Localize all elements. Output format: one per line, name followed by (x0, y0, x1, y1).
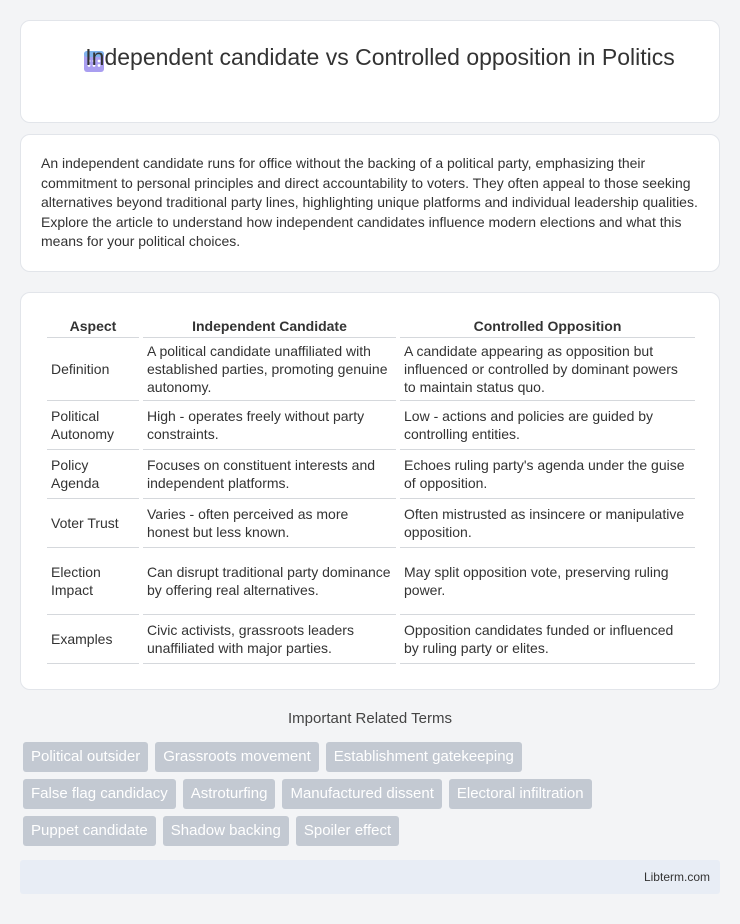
tag-puppet-candidate[interactable]: Puppet candidate (23, 816, 156, 846)
cell-independent: Civic activists, grassroots leaders unaffiliated with major parties. (143, 615, 396, 664)
tag-row (23, 742, 723, 772)
related-terms-list (23, 742, 723, 853)
cell-aspect: Definition (47, 338, 139, 401)
cell-independent: Varies - often perceived as more honest but less known. (143, 499, 396, 548)
tag-grassroots-movement[interactable]: Grassroots movement (155, 742, 319, 772)
header-card (20, 20, 720, 123)
cell-independent: High - operates freely without party constraints. (143, 401, 396, 450)
cell-controlled: Opposition candidates funded or influenced by ruling party or elites. (400, 615, 695, 664)
related-terms-title: Important Related Terms (288, 710, 452, 727)
cell-aspect: Political Autonomy (47, 401, 139, 450)
tag-row (23, 779, 723, 809)
table-row (47, 450, 695, 499)
cell-independent: Can disrupt traditional party dominance by offering real alternatives. (143, 548, 396, 615)
comparison-card (20, 292, 720, 690)
comparison-table (43, 313, 699, 664)
tag-electoral-infiltration[interactable]: Electoral infiltration (449, 779, 592, 809)
cell-controlled: A candidate appearing as opposition but influenced or controlled by dominant powers to maintain status quo. (400, 338, 695, 401)
table-row (47, 548, 695, 615)
tag-establishment-gatekeeping[interactable]: Establishment gatekeeping (326, 742, 522, 772)
cell-controlled: Echoes ruling party's agenda under the guise of opposition. (400, 450, 695, 499)
cell-aspect: Election Impact (47, 548, 139, 615)
table-row (47, 499, 695, 548)
cell-independent: Focuses on constituent interests and independent platforms. (143, 450, 396, 499)
intro-card (20, 134, 720, 272)
page-title: Independent candidate vs Controlled opposition in Politics (85, 44, 675, 70)
table-row (47, 338, 695, 401)
intro-text: An independent candidate runs for office without the backing of a political party, emphasizing their commitment to personal principles and direct accountability to voters. They often appeal to those seeking alternatives beyond traditional party lines, highlighting unique platforms and individual leadership qualities. Explore the article to understand how independent candidates influence modern elections and what this means for your political choices. (41, 155, 698, 250)
table-row (47, 401, 695, 450)
footer-site-link[interactable]: Libterm.com (643, 870, 710, 884)
header-aspect: Aspect (47, 313, 139, 338)
tag-spoiler-effect[interactable]: Spoiler effect (296, 816, 399, 846)
cell-aspect: Policy Agenda (47, 450, 139, 499)
tag-row (23, 816, 723, 846)
tag-false-flag-candidacy[interactable]: False flag candidacy (23, 779, 176, 809)
tag-astroturfing[interactable]: Astroturfing (183, 779, 276, 809)
cell-controlled: Often mistrusted as insincere or manipulative opposition. (400, 499, 695, 548)
header-controlled: Controlled Opposition (400, 313, 695, 338)
cell-aspect: Examples (47, 615, 139, 664)
tag-shadow-backing[interactable]: Shadow backing (163, 816, 289, 846)
table-row (47, 615, 695, 664)
footer (20, 860, 720, 894)
header-independent: Independent Candidate (143, 313, 396, 338)
cell-independent: A political candidate unaffiliated with established parties, promoting genuine autonomy. (143, 338, 396, 401)
tag-manufactured-dissent[interactable]: Manufactured dissent (282, 779, 441, 809)
cell-controlled: Low - actions and policies are guided by controlling entities. (400, 401, 695, 450)
tag-political-outsider[interactable]: Political outsider (23, 742, 148, 772)
cell-controlled: May split opposition vote, preserving ruling power. (400, 548, 695, 615)
cell-aspect: Voter Trust (47, 499, 139, 548)
table-header-row (47, 313, 695, 338)
